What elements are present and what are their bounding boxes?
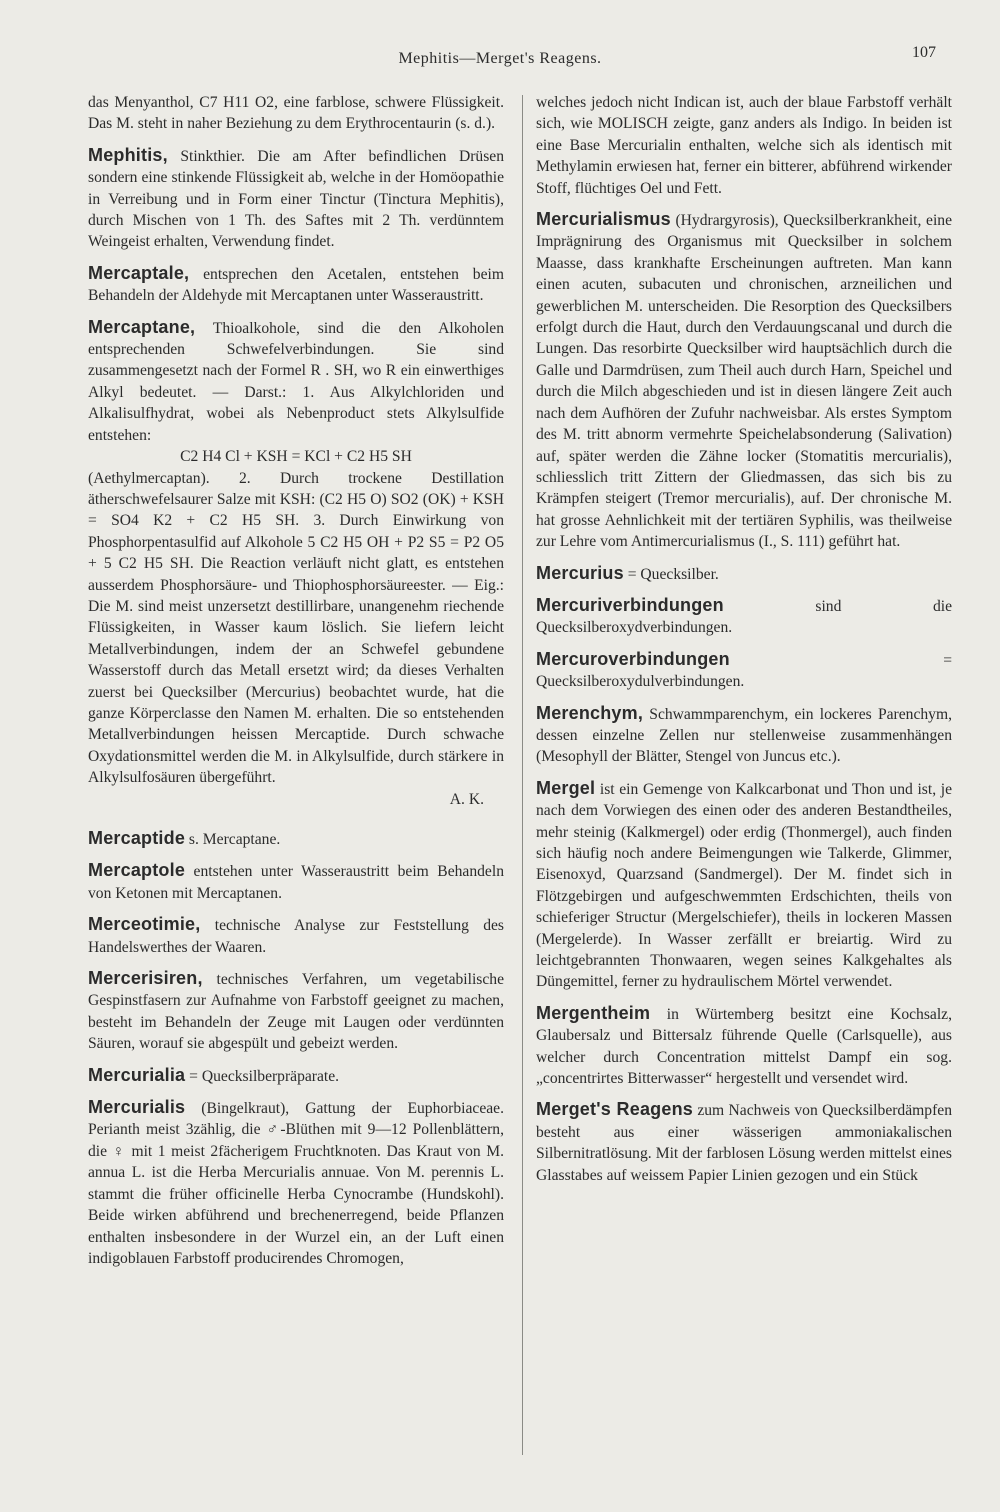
entry-text: = Quecksilber. — [623, 565, 719, 583]
headword: Mergentheim — [536, 1002, 651, 1023]
entry-text: in Würtemberg besitzt eine Kochsalz, Glaubersalz und Bittersalz führende Quelle (Carlsquelle), aus welcher durch Concentration mittelst Dampf ein sog. „concentrirtes Bitterwasser“ hergestellt und versendet wird. — [536, 1005, 952, 1088]
entry-merenchym — [536, 703, 952, 768]
entry-mercaptide — [88, 828, 504, 850]
entry-text: das Menyanthol, C7 H11 O2, eine farblose, schwere Flüssigkeit. Das M. steht in naher Beziehung zu dem Erythrocentaurin (s. d.). — [88, 94, 504, 133]
entry-mephitis — [88, 145, 504, 253]
entry-text: (Bingelkraut), Gattung der Euphorbiaceae. Perianth meist 3zählig, die ♂-Blüthen mit 9—12 Pollenblättern, die ♀ mit 1 meist 2fächerigem Fruchtknoten. Das Kraut von M. annua L. ist die Herba Mercurialis annuae. Von M. perennis L. stammt die früher officinelle Herba Cynocrambe (Hundskohl). Beide wirken abführend und brechenerregend, beide Pflanzen enthalten insbesondere in der Wurzel ein, an der Luft einen indigoblauen Farbstoff producirendes Chromogen, — [88, 1100, 504, 1267]
headword: Mercaptide — [88, 828, 186, 848]
entry-mercurialismus — [536, 209, 952, 553]
entry-text: entstehen unter Wasseraustritt beim Behandeln von Ketonen mit Mercaptanen. — [88, 863, 504, 902]
headword: Mergel — [536, 777, 596, 798]
entry-text: technisches Verfahren, um vegetabilische Gespinstfasern zur Aufnahme von Farbstoff geeignet zu machen, besteht im Behandeln der Zeuge mit Laugen oder verdünnten Säuren, worauf sie abgespült und gebeizt werden. — [88, 971, 504, 1053]
entry-mergentheim — [536, 1003, 952, 1090]
entry-mercurialis — [88, 1097, 504, 1269]
entry-text: zum Nachweis von Quecksilberdämpfen besteht aus einer wässerigen ammoniakalischen Silbernitratlösung. Mit der farblosen Lösung werden mittelst eines Glasstabes auf weissem Papier Linien gezogen und ein Stück — [536, 1102, 952, 1184]
entry-mercurialia — [88, 1065, 504, 1087]
entry-mercuroverbindungen — [536, 649, 952, 693]
headword: Merceotimie, — [88, 914, 201, 935]
headword: Mercaptole — [88, 860, 186, 881]
entry-text: entsprechen den Acetalen, entstehen beim Behandeln der Aldehyde mit Mercaptanen unter Wasseraustritt. — [88, 265, 504, 305]
entry-mercaptale — [88, 263, 504, 307]
entry-text: Stinkthier. Die am After befindlichen Drüsen sondern eine stinkende Flüssigkeit ab, welche in der Homöopathie in Verreibung und in Form einer Tinctur (Tinctura Mephitis), durch Mischen von 1 Th. des Saftes mit 2 Th. verdünntem Weingeist erhalten, Verwendung findet. — [88, 147, 504, 251]
entry-text: Schwammparenchym, ein lockeres Parenchym, dessen einzelne Zellen nur stellenweise zusammenhängen (Mesophyll der Blätter, Stengel von Juncus etc.). — [536, 705, 952, 766]
entry-mercerisiren — [88, 968, 504, 1055]
headword: Mercurius — [536, 562, 624, 583]
entry-text: = Quecksilberpräparate. — [185, 1067, 340, 1085]
entry-text: sind die Quecksilberoxydverbindungen. — [536, 597, 952, 637]
headword: Mephitis, — [88, 144, 168, 165]
headword: Mercaptane, — [88, 316, 196, 337]
entry-mercurius — [536, 563, 952, 585]
entry-mergel — [536, 778, 952, 993]
chemical-formula: C2 H4 Cl + KSH = KCl + C2 H5 SH — [180, 448, 412, 466]
entry-text: s. Mercaptane. — [185, 831, 281, 848]
right-column — [536, 92, 952, 1186]
entry-text: welches jedoch nicht Indican ist, auch der blaue Farbstoff verhält sich, wie MOLISCH zeigte, ganz anders als Indigo. In beiden ist eine Base Mercurialin enthalten, welche sich als identisch mit Methylamin erwiesen hat, ferner ein bitterer, abführend wirkender Stoff, flüchtiges Oel und Fett. — [536, 94, 952, 197]
headword: Mercurialis — [88, 1097, 186, 1118]
entry-text: technische Analyse zur Feststellung des Handelswerthes der Waaren. — [88, 917, 504, 956]
running-title: Mephitis—Merget's Reagens. — [398, 50, 602, 67]
author-signature: A. K. — [449, 790, 484, 808]
entry-text: (Hydrargyrosis), Quecksilberkrankheit, eine Imprägnirung des Organismus mit Quecksilber in solchem Maasse, dass krankhafte Erscheinungen auftreten. Man kann einen acuten, subacuten und chronischen, arzneilichen und gewerblichen M. unterscheiden. Die Resorption des Quecksilbers erfolgt durch die Haut, durch den Verdauungscanal und durch die Lungen. Das resorbirte Quecksilber wird hauptsächlich durch die Galle und Darmdrüsen, zum Theil auch durch Harn, Speichel und durch die Milch abgeschieden und ist in diesen längere Zeit auch nach dem Aufhören der Zufuhr nachweisbar. Als erstes Symptom des M. tritt abnorm vermehrte Speichelabsonderung (Salivation) auf, später werden die Zähne locker (Stomatitis mercurialis), schliesslich tritt Zittern der Gliedmassen, das sich bis zu Krämpfen steigert (Tremor mercurialis), auf. Der chronische M. hat grosse Aehnlichkeit mit der tertiären Syphilis, was theilweise zur Lehre vom Antimercurialismus (I., S. 111) geführt hat. — [536, 212, 952, 551]
headword: Merenchym, — [536, 702, 644, 723]
column-divider — [522, 95, 523, 1455]
entry-text: Thioalkohole, sind die den Alkoholen entsprechenden Schwefelverbindungen. Sie sind zusammengesetzt nach der Formel R . SH, wo R ein einwerthiges Alkyl bedeutet. — Darst.: 1. Aus Alkylchloriden und Alkalisulfhydrat, wobei als Nebenproduct stets Alkylsulfide entstehen: — [88, 319, 504, 444]
left-column — [88, 92, 504, 1269]
entry-mercuriverbindungen — [536, 595, 952, 639]
entry-mergets-reagens — [536, 1099, 952, 1186]
headword: Mercaptale, — [88, 262, 190, 283]
entry-menyanthol-continuation — [88, 92, 504, 135]
entry-text-continued: (Aethylmercaptan). 2. Durch trockene Destillation ätherschwefelsaurer Salze mit KSH: (C2 H5 O) SO2 (OK) + KSH = SO4 K2 + C2 H5 SH. 3. Durch Einwirkung von Phosphorpentasulfid auf Alkohole 5 C2 H5 OH + P2 S5 = P2 O5 + 5 C2 H5 SH. Die Reaction verläuft nicht glatt, es entstehen ausserdem Phosphorsäure- und Thiophosphorsäureester. — Eig.: Die M. sind meist unzersetzt destillirbare, unangenehm riechende Flüssigkeiten, in Wasser kaum löslich. Sie liefern leicht Metallverbindungen, indem der an Schwefel gebundene Wasserstoff durch das Metall ersetzt wird; da dieses Verhalten zuerst bei Quecksilber (Mercurius) beobachtet wurde, hat die ganze Körperclasse den Namen M. erhalten. Die so entstehenden Metallverbindungen heissen Mercaptide. Durch schwache Oxydationsmittel werden die M. in Alkylsulfide, durch stärkere in Alkylsulfosäuren übergeführt. — [88, 469, 504, 787]
headword: Mercuroverbindungen — [536, 648, 730, 669]
entry-text: = Quecksilberoxydulverbindungen. — [536, 651, 952, 691]
entry-text: ist ein Gemenge von Kalkcarbonat und Thon und ist, je nach dem Vorwiegen des einen oder des anderen Bestandtheiles, mehr steinig (Kalkmergel) oder erdig (Thonmergel), auch finden sich häufig noch andere Beimengungen wie Talkerde, Glimmer, Eisenoxyd, Quarzsand (Sandmergel). Der M. findet sich in Flötzgebirgen und aufgeschwemmten Erdschichten, theils von schieferiger Structur (Mergelschiefer), theils in lockeren Massen (Mergelerde). In Wasser zerfällt er breiartig. Wird zu leichtgebrannten Thonwaaren, wegen seines Kalkgehaltes als Düngemittel, ferner zu hydraulischem Mörtel verwendet. — [536, 780, 952, 991]
entry-mercaptane — [88, 317, 504, 810]
headword: Mercurialia — [88, 1064, 186, 1085]
headword: Mercuriverbindungen — [536, 594, 724, 615]
headword: Merget's Reagens — [536, 1099, 693, 1120]
entry-merceotimie — [88, 914, 504, 958]
page-number: 107 — [912, 44, 936, 61]
headword: Mercerisiren, — [88, 968, 203, 989]
headword: Mercurialismus — [536, 209, 671, 230]
entry-mercurialis-continuation — [536, 92, 952, 199]
entry-mercaptole — [88, 860, 504, 904]
